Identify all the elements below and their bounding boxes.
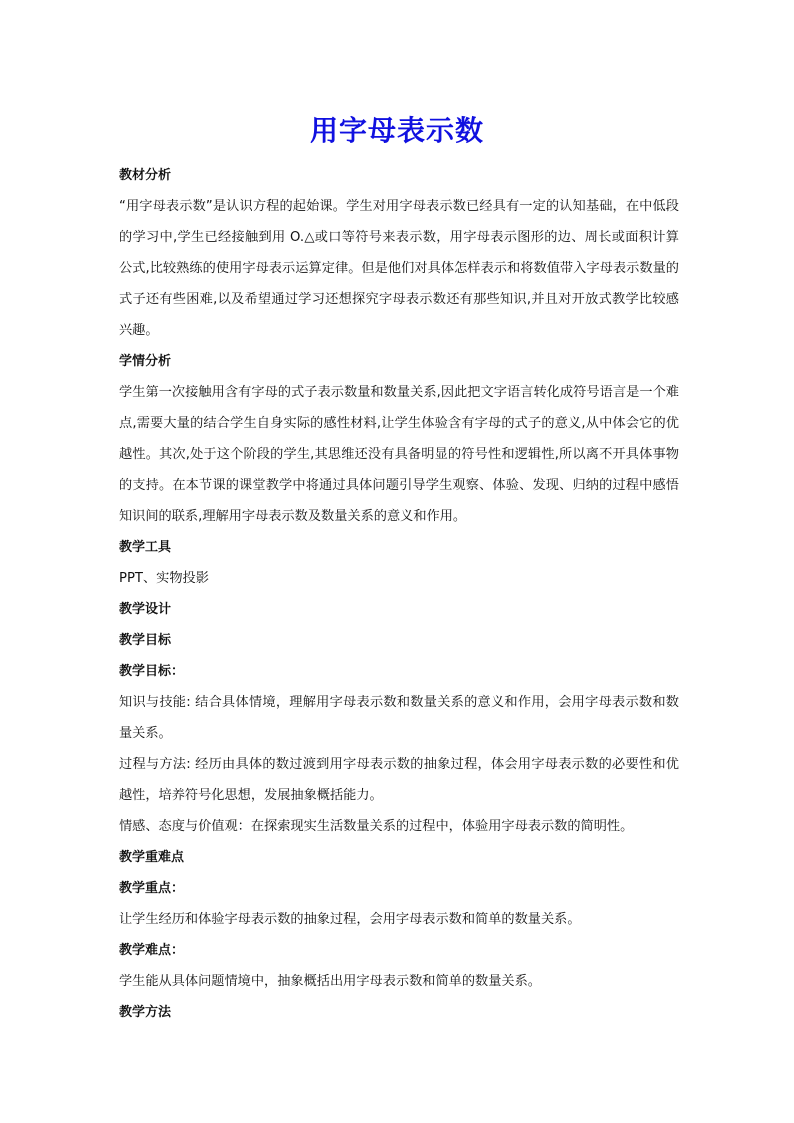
paragraph-key-points: 让学生经历和体验字母表示数的抽象过程，会用字母表示数和简单的数量关系。 <box>119 912 581 927</box>
goal-knowledge-skills: 知识与技能: 结合具体情境，理解用字母表示数和数量关系的意义和作用，会用字母表示数和数量关系。 <box>119 695 679 741</box>
section-heading-teaching-goals-list: 教学目标： <box>119 664 185 679</box>
document-body <box>119 160 679 1028</box>
section-heading-teaching-goals: 教学目标 <box>119 633 172 648</box>
paragraph-difficult-points: 学生能从具体问题情境中，抽象概括出用字母表示数和简单的数量关系。 <box>119 974 541 989</box>
paragraph-material-analysis: “用字母表示数”是认识方程的起始课。学生对用字母表示数已经具有一定的认知基础，在中低段的学习中,学生已经接触到用 O.△或口等符号来表示数，用字母表示图形的边、周长或面积计算公式,比较熟练的使用字母表示运算定律。但是他们对具体怎样表示和将数值带入字母表示数量的式子还有些困难,以及希望通过学习还想探究字母表示数还有那些知识,并且对开放式教学比较感兴趣。 <box>119 199 679 338</box>
section-heading-difficult-points: 教学难点： <box>119 943 185 958</box>
page-title: 用字母表示数 <box>309 114 484 147</box>
section-heading-student-analysis: 学情分析 <box>119 354 172 369</box>
section-heading-teaching-tools: 教学工具 <box>119 540 172 555</box>
goal-emotion-attitude: 情感、态度与价值观：在探索现实生活数量关系的过程中，体验用字母表示数的简明性。 <box>119 819 634 834</box>
section-heading-key-points: 教学重点： <box>119 881 185 896</box>
section-heading-teaching-methods: 教学方法 <box>119 1005 172 1020</box>
paragraph-teaching-tools: PPT、实物投影 <box>119 571 209 586</box>
section-heading-material-analysis: 教材分析 <box>119 168 172 183</box>
section-heading-key-difficult-points: 教学重难点 <box>119 850 185 865</box>
paragraph-student-analysis: 学生第一次接触用含有字母的式子表示数量和数量关系,因此把文字语言转化成符号语言是一个难点,需要大量的结合学生自身实际的感性材料,让学生体验含有字母的式子的意义,从中体会它的优越性。其次,处于这个阶段的学生,其思维还没有具备明显的符号性和逻辑性,所以离不开具体事物的支持。在本节课的课堂教学中将通过具体问题引导学生观察、体验、发现、归纳的过程中感悟知识间的联系,理解用字母表示数及数量关系的意义和作用。 <box>119 385 679 524</box>
section-heading-teaching-design: 教学设计 <box>119 602 172 617</box>
goal-process-methods: 过程与方法: 经历由具体的数过渡到用字母表示数的抽象过程，体会用字母表示数的必要性和优越性，培养符号化思想，发展抽象概括能力。 <box>119 757 679 803</box>
